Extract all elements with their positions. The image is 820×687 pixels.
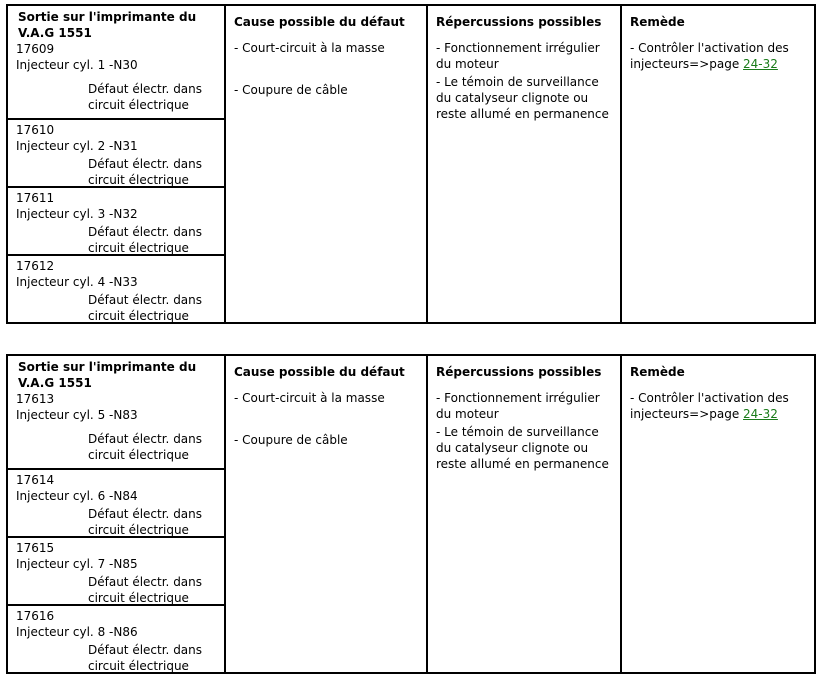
fault-defect-line-2: circuit électrique xyxy=(88,309,189,323)
remedy-header: Remède xyxy=(630,365,685,379)
cause-item: - Coupure de câble xyxy=(234,83,348,97)
cause-item: - Coupure de câble xyxy=(234,433,348,447)
fault-cell xyxy=(7,5,225,119)
repercussions-column xyxy=(427,355,621,673)
fault-name: Injecteur cyl. 4 -N33 xyxy=(16,275,138,289)
fault-defect-line-2: circuit électrique xyxy=(88,241,189,255)
fault-defect-line-2: circuit électrique xyxy=(88,659,189,673)
cause-header: Cause possible du défaut xyxy=(234,15,405,29)
fault-code: 17612 xyxy=(16,259,55,273)
remedy-item xyxy=(630,390,806,422)
fault-code: 17610 xyxy=(16,123,55,137)
fault-code: 17616 xyxy=(16,609,55,623)
cause-column xyxy=(225,5,427,323)
remedy-column xyxy=(621,355,815,673)
fault-name: Injecteur cyl. 6 -N84 xyxy=(16,489,138,503)
fault-code: 17613 xyxy=(16,392,55,406)
cause-item: - Court-circuit à la masse xyxy=(234,391,385,405)
remedy-column xyxy=(621,5,815,323)
remedy-text: - Contrôler l'activation des injecteurs=>page xyxy=(630,41,789,71)
fault-name: Injecteur cyl. 8 -N86 xyxy=(16,625,138,639)
remedy-header: Remède xyxy=(630,15,685,29)
fault-cell xyxy=(7,537,225,605)
fault-code: 17609 xyxy=(16,42,55,56)
fault-name: Injecteur cyl. 1 -N30 xyxy=(16,58,138,72)
repercussion-item: - Fonctionnement irrégulier du moteur xyxy=(436,41,600,71)
fault-table-1 xyxy=(6,4,816,324)
fault-cell xyxy=(7,255,225,323)
remedy-text: - Contrôler l'activation des injecteurs=>page xyxy=(630,391,789,421)
repercussions-header: Répercussions possibles xyxy=(436,15,602,29)
fault-defect-line-1: Défaut électr. dans xyxy=(88,507,203,521)
fault-defect-line-1: Défaut électr. dans xyxy=(88,82,203,96)
fault-code: 17615 xyxy=(16,541,55,555)
fault-name: Injecteur cyl. 2 -N31 xyxy=(16,139,138,153)
repercussions-column xyxy=(427,5,621,323)
fault-defect-line-2: circuit électrique xyxy=(88,98,189,112)
repercussions-header: Répercussions possibles xyxy=(436,365,602,379)
repercussion-item: - Le témoin de surveillance du catalyseur clignote ou reste allumé en permanence xyxy=(436,425,609,471)
cause-item: - Court-circuit à la masse xyxy=(234,41,385,55)
fault-name: Injecteur cyl. 5 -N83 xyxy=(16,408,138,422)
fault-cell xyxy=(7,605,225,673)
remedy-item xyxy=(630,40,806,72)
printer-output-header: Sortie sur l'imprimante du V.A.G 1551 xyxy=(18,10,197,40)
fault-defect-line-1: Défaut électr. dans xyxy=(88,643,203,657)
fault-cell xyxy=(7,119,225,187)
fault-defect-line-2: circuit électrique xyxy=(88,173,189,187)
fault-name: Injecteur cyl. 3 -N32 xyxy=(16,207,138,221)
fault-name: Injecteur cyl. 7 -N85 xyxy=(16,557,138,571)
fault-cell xyxy=(7,355,225,469)
fault-cell xyxy=(7,187,225,255)
cause-header: Cause possible du défaut xyxy=(234,365,405,379)
fault-defect-line-1: Défaut électr. dans xyxy=(88,225,203,239)
fault-defect-line-1: Défaut électr. dans xyxy=(88,293,203,307)
fault-code: 17614 xyxy=(16,473,55,487)
fault-defect-line-1: Défaut électr. dans xyxy=(88,157,203,171)
printer-output-header: Sortie sur l'imprimante du V.A.G 1551 xyxy=(18,360,197,390)
page-link[interactable]: 24-32 xyxy=(743,407,778,421)
fault-defect-line-2: circuit électrique xyxy=(88,448,189,462)
fault-table-2 xyxy=(6,354,816,674)
fault-defect-line-1: Défaut électr. dans xyxy=(88,432,203,446)
fault-cell xyxy=(7,469,225,537)
fault-defect-line-2: circuit électrique xyxy=(88,591,189,605)
repercussion-item: - Le témoin de surveillance du catalyseur clignote ou reste allumé en permanence xyxy=(436,75,609,121)
cause-column xyxy=(225,355,427,673)
fault-defect-line-1: Défaut électr. dans xyxy=(88,575,203,589)
page-link[interactable]: 24-32 xyxy=(743,57,778,71)
fault-code: 17611 xyxy=(16,191,55,205)
fault-defect-line-2: circuit électrique xyxy=(88,523,189,537)
repercussion-item: - Fonctionnement irrégulier du moteur xyxy=(436,391,600,421)
